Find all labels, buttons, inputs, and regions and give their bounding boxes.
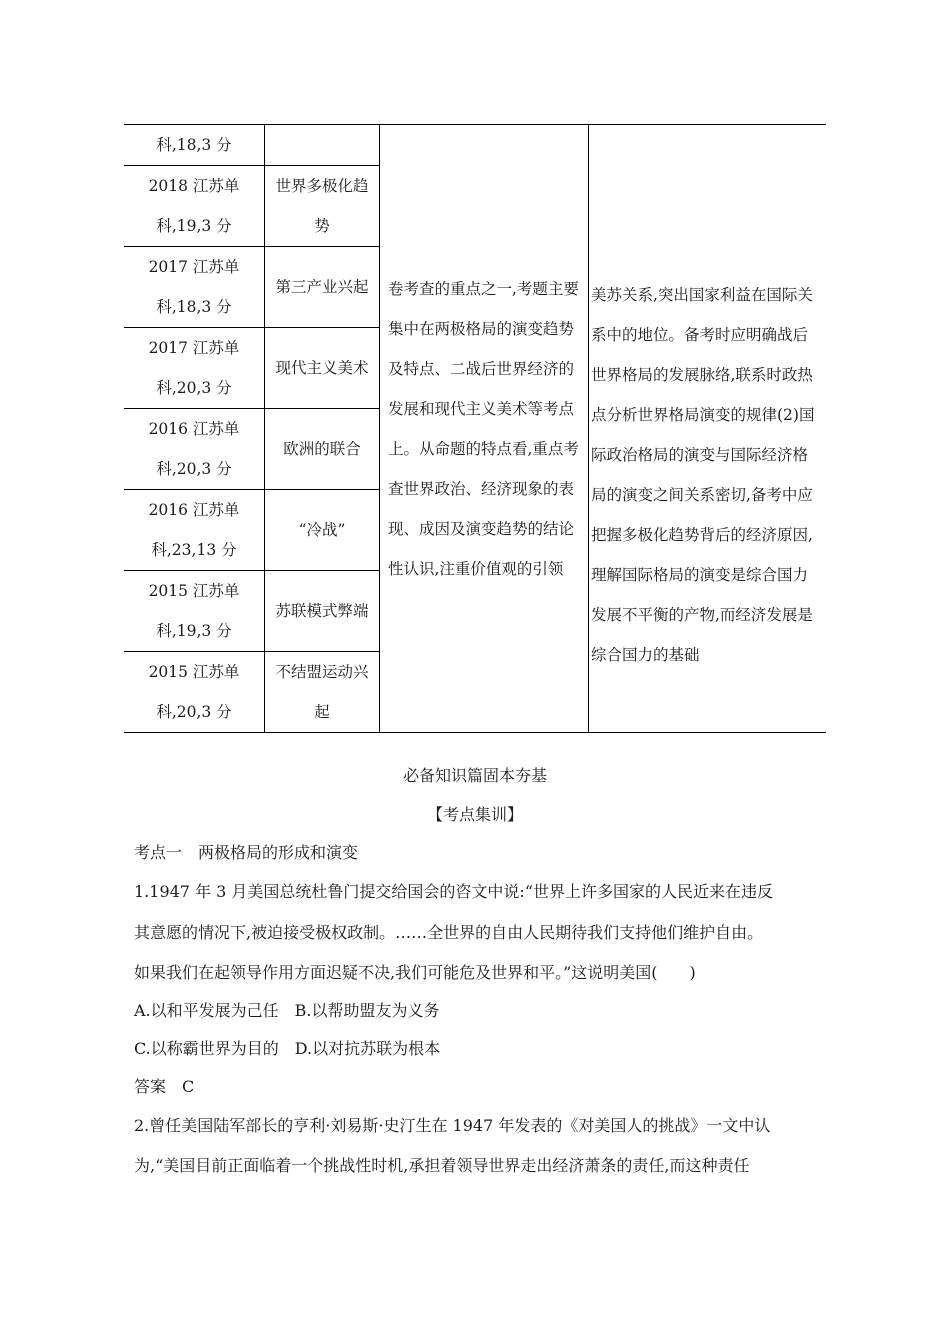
year-text: 2017 江苏单: [148, 258, 240, 276]
question-2-line-2: 为,“美国目前正面临着一个挑战性时机,承担着领导世界走出经济萧条的责任,而这种责任: [134, 1156, 750, 1175]
topic-text: 第三产业兴起: [275, 278, 369, 296]
year-cell: [124, 409, 265, 490]
score-text: 科,19,3 分: [156, 622, 232, 640]
question-1-answer: 答案 C: [134, 1077, 195, 1096]
score-text: 科,19,3 分: [156, 217, 232, 235]
year-text: 2018 江苏单: [148, 177, 240, 195]
topic-text: 不结盟运动兴起: [275, 663, 369, 721]
topic-cell: [265, 490, 380, 571]
year-cell: [124, 571, 265, 652]
question-1-options-cd: C.以称霸世界为目的 D.以对抗苏联为根本: [134, 1039, 441, 1058]
question-1-line-1: 1.1947 年 3 月美国总统杜鲁门提交给国会的咨文中说:“世界上许多国家的人民近来在违反: [134, 882, 773, 901]
advice-cell: [589, 125, 827, 733]
year-text: 2016 江苏单: [148, 420, 240, 438]
year-cell: [124, 490, 265, 571]
year-cell: [124, 247, 265, 328]
analysis-cell: [380, 125, 589, 733]
section-subtitle: 【考点集训】: [426, 805, 523, 824]
section-title: 必备知识篇固本夯基: [402, 766, 547, 785]
analysis-text: 卷考查的重点之一,考题主要集中在两极格局的演变趋势及特点、二战后世界经济的发展和现代主义美术等考点上。从命题的特点看,重点考查世界政治、经济现象的表现、成因及演变趋势的结论性认识,注重价值观的引领: [388, 279, 579, 578]
score-text: 科,23,13 分: [151, 541, 237, 559]
topic-cell: [265, 652, 380, 733]
question-2-line-1: 2.曾任美国陆军部长的亨利·刘易斯·史汀生在 1947 年发表的《对美国人的挑战》一文中认: [134, 1116, 771, 1135]
topic-text: 苏联模式弊端: [275, 602, 369, 620]
year-cell: [124, 328, 265, 409]
advice-text: 美苏关系,突出国家利益在国际关系中的地位。备考时应明确战后世界格局的发展脉络,联系时政热点分析世界格局演变的规律(2)国际政治格局的演变与国际经济格局的演变之间关系密切,备考中应把握多极化趋势背后的经济原因,理解国际格局的演变是综合国力发展不平衡的产物,而经济发展是综合国力的基础: [591, 285, 815, 664]
year-text: 2015 江苏单: [148, 663, 240, 681]
topic-text: 世界多极化趋势: [275, 177, 369, 235]
year-text: 2017 江苏单: [148, 339, 240, 357]
question-1-options-ab: A.以和平发展为己任 B.以帮助盟友为义务: [134, 1001, 440, 1020]
topic-cell: [265, 409, 380, 490]
year-text: 2015 江苏单: [148, 582, 240, 600]
year-cell: [124, 125, 265, 166]
topic-cell: [265, 125, 380, 166]
score-text: 科,20,3 分: [156, 703, 232, 721]
table-row: [124, 125, 826, 166]
score-text: 科,18,3 分: [156, 298, 232, 316]
question-1-line-3: 如果我们在起领导作用方面迟疑不决,我们可能危及世界和平。”这说明美国( ): [134, 963, 696, 982]
year-cell: [124, 166, 265, 247]
question-1-line-2: 其意愿的情况下,被迫接受极权政制。……全世界的自由人民期待我们支持他们维护自由。: [134, 923, 764, 942]
topic-heading: 考点一 两极格局的形成和演变: [134, 843, 359, 862]
score-text: 科,20,3 分: [156, 460, 232, 478]
exam-analysis-table: [124, 124, 826, 733]
topic-cell: [265, 571, 380, 652]
score-text: 科,20,3 分: [156, 379, 232, 397]
topic-text: “冷战”: [298, 521, 346, 539]
year-text: 科,18,3 分: [156, 136, 232, 154]
topic-text: 欧洲的联合: [283, 440, 361, 458]
topic-cell: [265, 328, 380, 409]
year-cell: [124, 652, 265, 733]
topic-cell: [265, 247, 380, 328]
year-text: 2016 江苏单: [148, 501, 240, 519]
topic-text: 现代主义美术: [275, 359, 369, 377]
topic-cell: [265, 166, 380, 247]
